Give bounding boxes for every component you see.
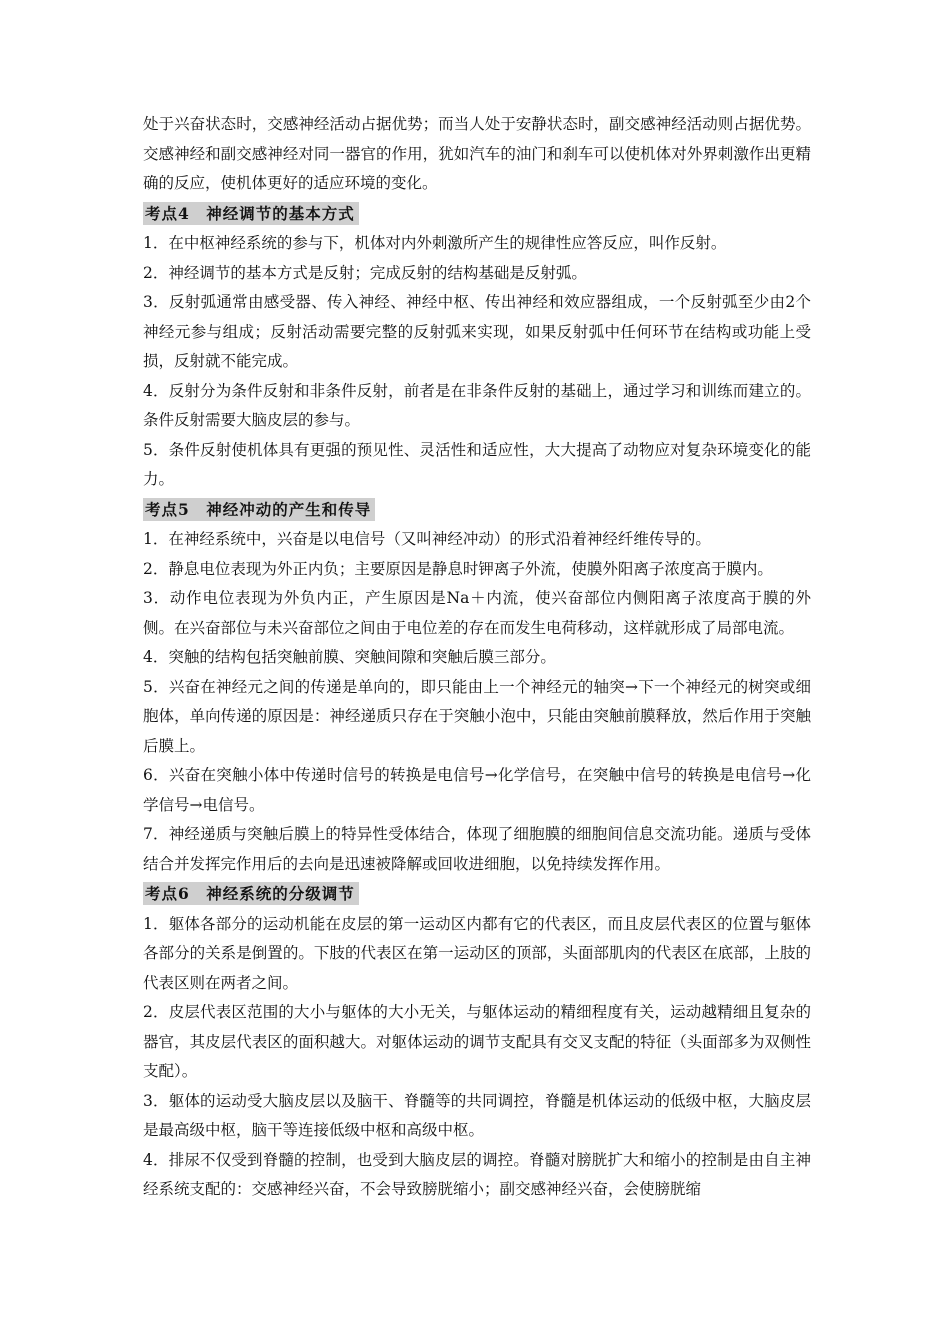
list-item: 1．在神经系统中，兴奋是以电信号（又叫神经冲动）的形式沿着神经纤维传导的。 (143, 530, 711, 548)
list-item: 2．神经调节的基本方式是反射；完成反射的结构基础是反射弧。 (143, 263, 587, 282)
list-item: 5．条件反射使机体具有更强的预见性、灵活性和适应性，大大提高了动物应对复杂环境变化的能力。 (143, 440, 811, 488)
list-item: 1．躯体各部分的运动机能在皮层的第一运动区内都有它的代表区，而且皮层代表区的位置与躯体各部分的关系是倒置的。下肢的代表区在第一运动区的顶部，头面部肌肉的代表区在底部，上肢的代表区则在两者之间。 (143, 914, 811, 992)
section-kaodian-6 (143, 879, 811, 1205)
list-item: 2．皮层代表区范围的大小与躯体的大小无关，与躯体运动的精细程度有关，运动越精细且复杂的器官，其皮层代表区的面积越大。对躯体运动的调节支配具有交叉支配的特征（头面部多为双侧性支配）。 (143, 1003, 811, 1080)
list-item: 2．静息电位表现为外正内负；主要原因是静息时钾离子外流，使膜外阳离子浓度高于膜内。 (143, 559, 773, 578)
section-heading: 考点5 神经冲动的产生和传导 (143, 498, 375, 521)
list-item: 5．兴奋在神经元之间的传递是单向的，即只能由上一个神经元的轴突→下一个神经元的树突或细胞体，单向传递的原因是：神经递质只存在于突触小泡中，只能由突触前膜释放，然后作用于突触后膜上。 (143, 677, 811, 755)
list-item: 3．动作电位表现为外负内正，产生原因是Na＋内流，使兴奋部位内侧阳离子浓度高于膜的外侧。在兴奋部位与未兴奋部位之间由于电位差的存在而发生电荷移动，这样就形成了局部电流。 (143, 589, 811, 637)
list-item: 4．反射分为条件反射和非条件反射，前者是在非条件反射的基础上，通过学习和训练而建立的。条件反射需要大脑皮层的参与。 (143, 381, 811, 429)
list-item: 4．排尿不仅受到脊髓的控制，也受到大脑皮层的调控。脊髓对膀胱扩大和缩小的控制是由自主神经系统支配的：交感神经兴奋，不会导致膀胱缩小；副交感神经兴奋，会使膀胱缩 (143, 1150, 811, 1198)
list-item: 1．在中枢神经系统的参与下，机体对内外刺激所产生的规律性应答反应，叫作反射。 (143, 234, 727, 252)
section-heading: 考点6 神经系统的分级调节 (143, 882, 359, 905)
list-item: 3．反射弧通常由感受器、传入神经、神经中枢、传出神经和效应器组成，一个反射弧至少由2个神经元参与组成；反射活动需要完整的反射弧来实现，如果反射弧中任何环节在结构或功能上受损，反射就不能完成。 (143, 293, 811, 370)
list-item: 4．突触的结构包括突触前膜、突触间隙和突触后膜三部分。 (143, 648, 556, 666)
section-heading: 考点4 神经调节的基本方式 (143, 202, 359, 225)
list-item: 3．躯体的运动受大脑皮层以及脑干、脊髓等的共同调控，脊髓是机体运动的低级中枢，大脑皮层是最高级中枢，脑干等连接低级中枢和高级中枢。 (143, 1091, 811, 1139)
section-kaodian-5 (143, 495, 811, 880)
list-item: 6．兴奋在突触小体中传递时信号的转换是电信号→化学信号，在突触中信号的转换是电信号→化学信号→电信号。 (143, 766, 811, 814)
section-kaodian-4 (143, 199, 811, 495)
intro-paragraph: 处于兴奋状态时，交感神经活动占据优势；而当人处于安静状态时，副交感神经活动则占据优势。交感神经和副交感神经对同一器官的作用，犹如汽车的油门和刹车可以使机体对外界刺激作出更精确的反应，使机体更好的适应环境的变化。 (143, 115, 811, 192)
list-item: 7．神经递质与突触后膜上的特异性受体结合，体现了细胞膜的细胞间信息交流功能。递质与受体结合并发挥完作用后的去向是迅速被降解或回收进细胞，以免持续发挥作用。 (143, 825, 811, 873)
document-page (143, 110, 811, 1205)
